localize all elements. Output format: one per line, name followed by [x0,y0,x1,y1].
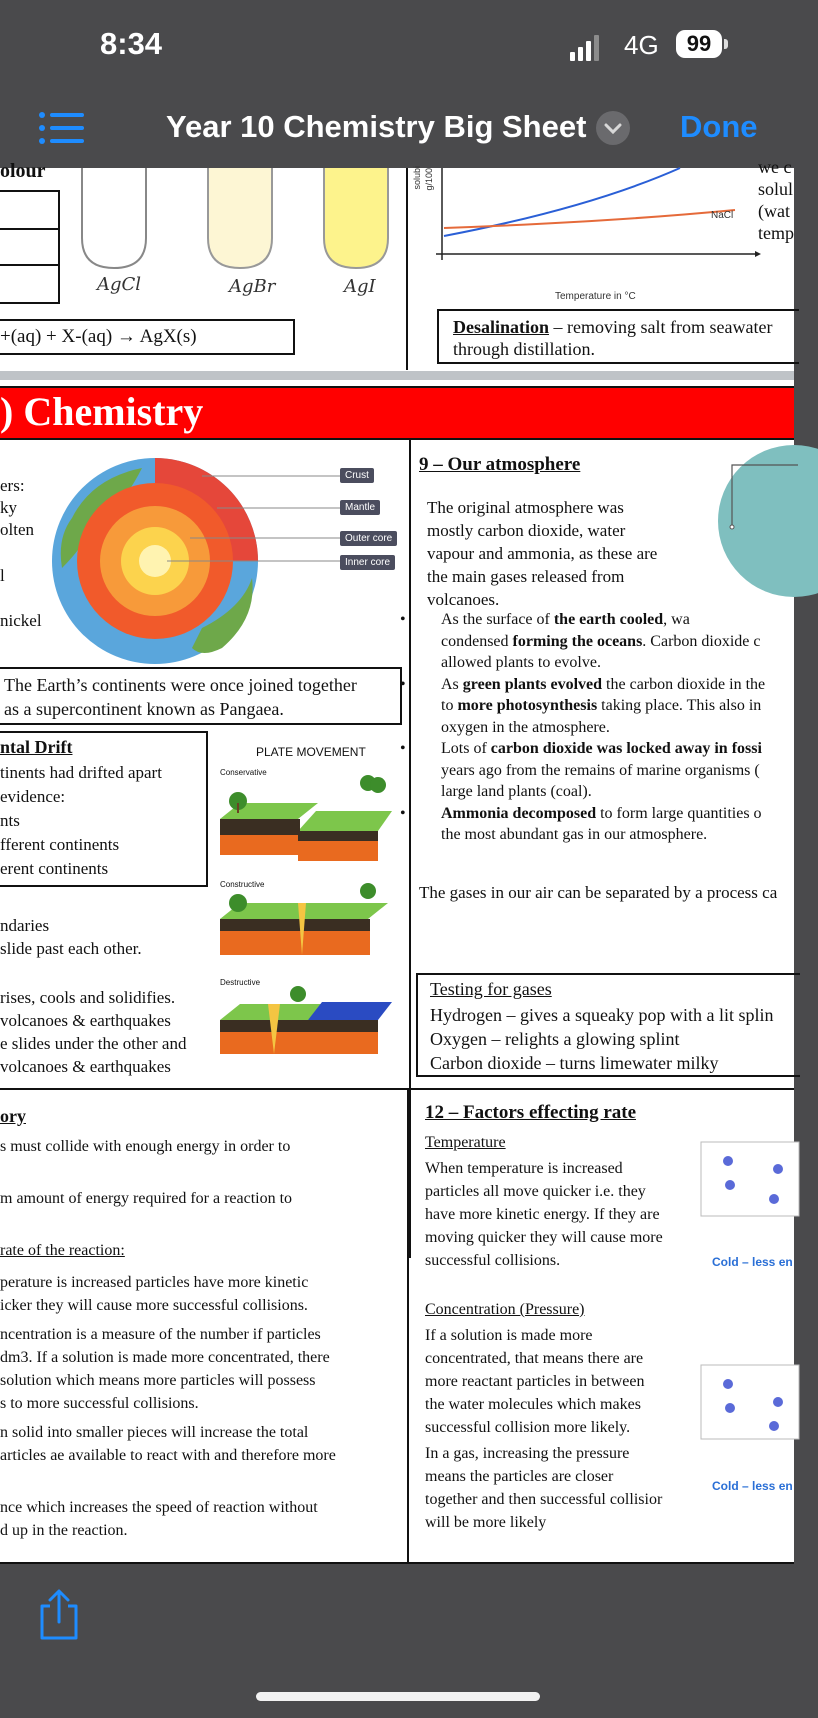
text-line: In a gas, increasing the pressure [425,1445,630,1462]
bullet-text: the carbon dioxide in the [602,675,766,693]
tube-label: AgCl [97,274,142,295]
bullet-dot: • [400,740,406,757]
layer-label: Crust [340,468,374,483]
row-divider [0,1088,794,1090]
text-line: erent continents [0,859,109,878]
text-line: articles ae available to react with and therefore more [0,1447,336,1464]
solubility-chart [410,168,760,288]
cold-label: Cold – less en [712,1479,793,1493]
done-button[interactable]: Done [680,109,758,144]
atmosphere-bullets [400,609,800,846]
bullet-line [400,631,800,653]
text-line: dm3. If a solution is made more concentrated, there [0,1349,330,1366]
text-line: d up in the reaction. [0,1522,128,1539]
home-indicator [256,1692,540,1701]
text-line: evidence: [0,787,66,806]
text-line: nts [0,811,20,830]
bullet-text: oxygen in the atmosphere. [441,718,610,736]
document-title: Year 10 Chemistry Big Sheet [166,109,587,144]
tube-label: AgBr [229,276,276,297]
text-line: The original atmosphere was [427,498,624,517]
text-line: solution which means more particles will possess [0,1372,316,1389]
text-line: more reactant particles in between [425,1373,645,1390]
battery-tip [724,39,728,49]
desalination-def: – removing salt from seawater [549,317,773,337]
bullet-text: more photosynthesis [457,697,598,714]
text-line: volcanoes. [427,590,500,609]
equation-box [0,319,295,355]
document-page[interactable] [0,157,794,1564]
plate-type-label: Conservative [220,768,267,777]
bullet-text: green plants evolved [462,675,603,693]
solubility-text [758,156,818,244]
chart-series-label: NaCl [711,210,734,221]
bullet-text: . Carbon dioxide c [642,632,761,650]
banner-title: ) Chemistry [0,389,204,434]
text-line: together and then successful collisior [425,1491,663,1508]
text-line: (wat [758,201,790,221]
cold-label: Cold – less en [712,1255,793,1269]
plate-type-label: Destructive [220,978,261,987]
chemistry-banner [0,386,794,440]
chart-ylabel: solubi [412,166,422,190]
text-line: n solid into smaller pieces will increase the total [0,1424,309,1441]
bullet-text: taking place. This also in [597,697,762,714]
earth-left-text: nickel [0,611,42,630]
concentration-title: Concentration (Pressure) [425,1301,585,1318]
network-type: 4G [624,30,659,60]
text-line: moving quicker they will cause more [425,1229,663,1246]
bullet-text: Lots of [441,740,491,757]
bullet-line [400,674,800,696]
layer-label: Mantle [340,500,380,515]
status-time: 8:34 [100,26,163,61]
collision-paragraph [0,1496,318,1542]
layer-label: Inner core [340,555,395,570]
text-line: When temperature is increased [425,1160,623,1177]
concentration-text [425,1324,644,1439]
text-line: temp [758,223,794,243]
drift-text [0,761,162,881]
bullet-text: the earth cooled [553,611,664,628]
collision-paragraph [0,1271,308,1317]
text-line: concentrated, that means there are [425,1350,644,1367]
text-line: Oxygen – relights a glowing splint [430,1029,680,1049]
text-line: slide past each other. [0,939,142,958]
atmosphere-circle-diagram [718,445,798,605]
temperature-title: Temperature [425,1134,506,1151]
bullet-line [400,738,800,760]
bullet-line [400,652,800,674]
text-line: successful collision more likely. [425,1419,631,1436]
text-line: If a solution is made more [425,1327,593,1344]
list-icon[interactable] [38,111,84,145]
text-line: olten [0,520,34,539]
text-line: volcanoes & earthquakes [0,1057,171,1076]
plate-movement-title: PLATE MOVEMENT [256,745,366,759]
text-line: the water molecules which makes [425,1396,641,1413]
column-divider [407,1088,409,1564]
text-line: fferent continents [0,835,120,854]
bullet-dot: • [400,611,406,628]
nacl-line [444,210,735,228]
bullet-text: to form large quantities o [596,804,762,822]
desalination-term: Desalination [453,317,550,337]
bullet-text: to [441,697,458,714]
text-line: rises, cools and solidifies. [0,988,176,1007]
drift-box [0,731,208,887]
halide-equation: +(aq) + X-(aq) → AgX(s) [0,326,197,347]
text-line: successful collisions. [425,1252,561,1269]
bullet-line [400,717,800,739]
text-line: Carbon dioxide – turns limewater milky [430,1053,719,1073]
collision-text: m amount of energy required for a reaction to [0,1190,293,1207]
collision-paragraph [0,1421,336,1467]
text-line: means the particles are closer [425,1468,614,1485]
text-line: icker they will cause more successful collisions. [0,1297,308,1314]
battery-icon [676,30,730,60]
text-line: volcanoes & earthquakes [0,1011,171,1030]
rises-text [0,986,186,1078]
bullet-line [400,781,800,803]
bullet-dot: • [400,675,406,693]
bullet-dot: • [400,804,406,822]
colour-table [0,190,60,304]
text-line: particles all move quicker i.e. they [425,1183,646,1200]
temperature-text [425,1157,663,1272]
testing-gases-box [416,973,800,1077]
bullet-line [400,695,800,717]
rate-title: rate of the reaction: [0,1242,125,1259]
collision-text: s must collide with enough energy in order to [0,1138,291,1155]
pangaea-box [0,667,402,725]
text-line: ky [0,498,17,517]
text-line: vapour and ammonia, as these are [427,544,658,563]
bullet-text: forming the oceans [512,632,643,650]
text-line: ers: [0,476,25,495]
gas-pressure-text [425,1442,662,1534]
plate-type-label: Constructive [220,880,265,889]
bullet-line [400,760,800,782]
text-line: we c [758,157,792,177]
earth-left-text [0,475,34,541]
bullet-line [400,824,800,846]
text-line: perature is increased particles have more kinetic [0,1274,309,1291]
text-line: ncentration is a measure of the number if particles [0,1326,321,1343]
bullet-text: the most abundant gas in our atmosphere. [441,826,708,843]
column-divider [406,168,408,370]
bullet-text: large land plants (coal). [441,783,592,800]
status-bar [0,0,794,95]
separation-text: The gases in our air can be separated by a process ca [419,883,778,902]
bullet-text: condensed [441,632,513,650]
bullet-line [400,803,800,825]
bullet-text: As [441,675,463,693]
bottom-toolbar [0,1564,794,1718]
battery-level: 99 [676,30,722,58]
bullet-text: allowed plants to evolve. [441,654,601,671]
atmosphere-heading: 9 – Our atmosphere [419,454,581,475]
bullet-text: As the surface of [441,611,554,628]
chevron-down-icon[interactable] [596,111,630,145]
pangaea-text: The Earth’s continents were once joined together [4,675,357,695]
text-line: mostly carbon dioxide, water [427,521,626,540]
constructive-plate-diagram [218,883,394,973]
text-line: nce which increases the speed of reaction without [0,1499,318,1516]
chart-ylabel: g/100 [424,168,434,191]
share-icon[interactable] [36,1588,82,1640]
text-line: e slides under the other and [0,1034,187,1053]
destructive-plate-diagram [218,980,394,1070]
bullet-text: Ammonia decomposed [441,804,597,822]
tube-label: AgI [344,276,376,297]
column-divider [409,440,411,1258]
pangaea-text: as a supercontinent known as Pangaea. [4,699,284,719]
colour-heading-fragment: olour [0,160,46,182]
text-line: Hydrogen – gives a squeaky pop with a lit splin [430,1005,774,1025]
boundaries-text [0,914,142,960]
bullet-text: carbon dioxide was locked away in fossi [490,740,762,757]
atmosphere-intro [427,496,657,611]
earth-left-text: l [0,566,5,585]
chart-xlabel: Temperature in °C [555,291,636,302]
signal-bars-icon [570,35,600,61]
bullet-text: years ago from the remains of marine organisms ( [441,761,760,779]
collision-heading: ory [0,1106,26,1126]
text-line: will be more likely [425,1514,547,1531]
earth-structure-diagram [52,458,262,668]
testing-title: Testing for gases [430,979,552,999]
layer-label: Outer core [340,531,397,546]
particles-cold-diagram [700,1141,796,1217]
text-line: solul [758,179,794,199]
text-line: have more kinetic energy. If they are [425,1206,660,1223]
desalination-box [437,309,799,364]
nav-bar [0,95,794,168]
collision-paragraph [0,1323,330,1415]
bullet-text: , wa [663,611,690,628]
desalination-line2: through distillation. [453,339,595,359]
text-line: s to more successful collisions. [0,1395,199,1412]
bullet-line [400,609,800,631]
drift-heading: ntal Drift [0,737,73,757]
particles-concentration-diagram [700,1364,796,1440]
rate-heading: 12 – Factors effecting rate [425,1102,637,1123]
conservative-plate-diagram [218,773,394,873]
text-line: the main gases released from [427,567,625,586]
text-line: tinents had drifted apart [0,763,162,782]
testing-list [430,1003,773,1075]
desalination-text [453,315,772,339]
page-separator [0,371,794,380]
text-line: ndaries [0,916,50,935]
